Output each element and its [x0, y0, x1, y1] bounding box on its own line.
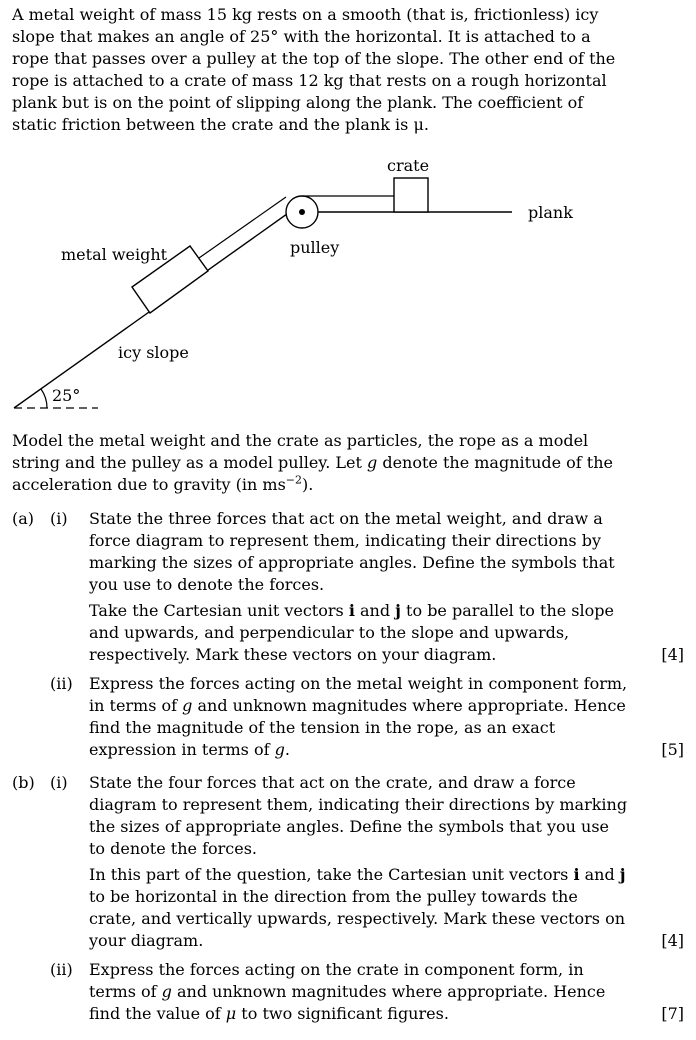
subpart-label: (i) — [50, 509, 68, 528]
question-text: State the three forces that act on the metal weight, and draw a force diagram to represent them, indicating their directions by marking the sizes of appropriate angles. Define the symbols that you use to denote the forces. — [89, 509, 615, 594]
subpart-label: (ii) — [50, 960, 73, 979]
pulley-diagram — [0, 150, 696, 420]
part-label: (a) — [12, 509, 35, 528]
question-b-ii — [12, 959, 684, 1029]
part-label: (b) — [12, 773, 35, 792]
question-text: State the four forces that act on the crate, and draw a force diagram to represent them, indicating their directions by marking the sizes of appropriate angles. Define the symbols that you use to denote the forces. — [89, 773, 628, 858]
pulley-label: pulley — [290, 238, 340, 257]
metal-weight-label: metal weight — [61, 245, 168, 264]
question-text: Express the forces acting on the metal weight in component form, in terms of g and unknown magnitudes where appropriate. Hence find the magnitude of the tension in the rope, as an exact expression in terms of g. — [89, 674, 628, 759]
question-a-ii — [12, 673, 684, 763]
model-assumptions: Model the metal weight and the crate as particles, the rope as a model string and the pulley as a model pulley. Let g denote the magnitude of the acceleration due to gravity (in $ms^{-2}$). — [12, 431, 614, 494]
problem-intro: A metal weight of mass 15 kg rests on a smooth (that is, frictionless) icy slope that makes an angle of 25° with the horizontal. It is attached to a rope that passes over a pulley at the top of the slope. The other end of the rope is attached to a crate of mass 12 kg that rests on a rough horizontal plank but is on the point of slipping along the plank. The coefficient of static friction between the crate and the plank is μ. — [12, 5, 616, 134]
question-a-i — [12, 508, 684, 668]
crate-label: crate — [387, 156, 430, 175]
plank-label: plank — [528, 203, 573, 222]
subpart-label: (ii) — [50, 674, 73, 693]
question-text: In this part of the question, take the Cartesian unit vectors i and j to be horizontal in the direction from the pulley towards the crate, and vertically upwards, respectively. Mark these vectors on your diagram. — [89, 865, 626, 950]
crate-block — [394, 178, 428, 212]
question-text: Take the Cartesian unit vectors i and j to be parallel to the slope and upwards, and perpendicular to the slope and upwards, respectively. Mark these vectors on your diagram. — [89, 601, 614, 664]
subpart-label: (i) — [50, 773, 68, 792]
marks-badge: [4] — [661, 931, 684, 950]
question-text: Express the forces acting on the crate in component form, in terms of g and unknown magnitudes where appropriate. Hence find the value of μ to two significant figures. — [89, 960, 606, 1023]
marks-badge: [4] — [661, 645, 684, 664]
pulley-axle — [299, 209, 305, 215]
marks-badge: [5] — [661, 740, 684, 759]
angle-arc — [41, 389, 47, 408]
marks-badge: [7] — [661, 1004, 684, 1023]
question-b-i — [12, 772, 684, 952]
rope-slope-segment — [199, 197, 286, 258]
angle-label: 25° — [52, 386, 81, 405]
icy-slope-label: icy slope — [118, 343, 189, 362]
